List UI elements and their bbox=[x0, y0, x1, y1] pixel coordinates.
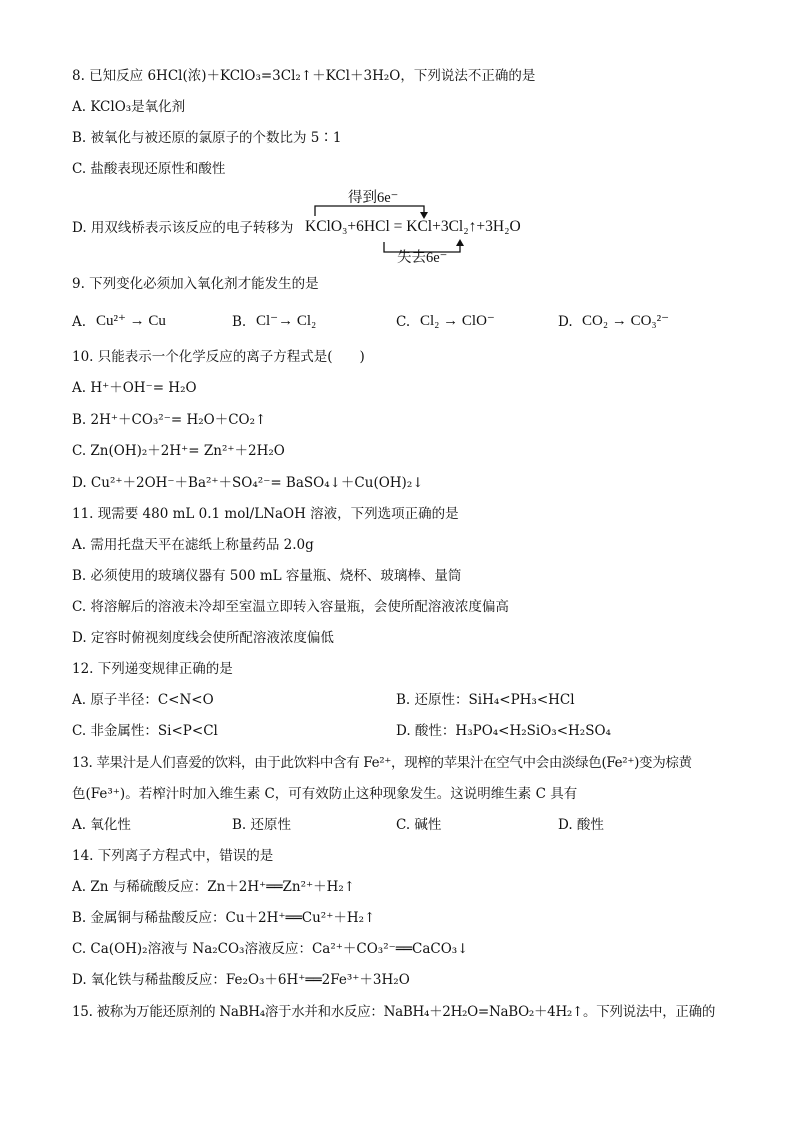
q9-option-d-label: D. bbox=[558, 314, 573, 330]
q11-stem: 11. 现需要 480 mL 0.1 mol/LNaOH 溶液，下列选项正确的是 bbox=[72, 506, 459, 522]
q9-option-a: Cu²⁺ → Cu bbox=[96, 313, 166, 329]
q8-gain-label: 得到6e⁻ bbox=[348, 190, 399, 206]
q14-option-d: D. 氧化铁与稀盐酸反应：Fe₂O₃＋6H⁺══2Fe³⁺＋3H₂O bbox=[72, 972, 410, 988]
q8-option-c: C. 盐酸表现还原性和酸性 bbox=[72, 161, 226, 177]
q13-stem-line-2: 色(Fe³⁺)。若榨汁时加入维生素 C，可有效防止这种现象发生。这说明维生素 C 具有 bbox=[72, 786, 578, 802]
q12-stem: 12. 下列递变规律正确的是 bbox=[72, 661, 233, 677]
q8-electron-transfer-diagram bbox=[72, 186, 732, 266]
q9-option-d: CO₂ → CO₃²⁻ bbox=[582, 313, 670, 329]
q9-stem: 9. 下列变化必须加入氧化剂才能发生的是 bbox=[72, 276, 319, 292]
q8-option-d-text: D. 用双线桥表示该反应的电子转移为 bbox=[72, 220, 294, 236]
q14-option-c: C. Ca(OH)₂溶液与 Na₂CO₃溶液反应：Ca²⁺＋CO₃²⁻══CaCO₃↓ bbox=[72, 941, 469, 957]
q8-option-d-equation: KClO₃+6HCl = KCl+3Cl₂↑+3H₂O bbox=[305, 218, 521, 235]
q14-stem: 14. 下列离子方程式中，错误的是 bbox=[72, 848, 274, 864]
q14-option-b: B. 金属铜与稀盐酸反应：Cu＋2H⁺══Cu²⁺＋H₂↑ bbox=[72, 910, 376, 926]
q10-stem: 10. 只能表示一个化学反应的离子方程式是( ) bbox=[72, 349, 365, 365]
q11-option-a: A. 需用托盘天平在滤纸上称量药品 2.0g bbox=[72, 537, 314, 553]
q8-loss-label: 失去6e⁻ bbox=[397, 250, 448, 266]
q8-option-b: B. 被氧化与被还原的氯原子的个数比为 5∶1 bbox=[72, 130, 342, 146]
q12-option-a: A. 原子半径：C<N<O bbox=[72, 692, 214, 708]
q11-option-c: C. 将溶解后的溶液未冷却至室温立即转入容量瓶，会使所配溶液浓度偏高 bbox=[72, 599, 509, 615]
q13-option-a: A. 氧化性 bbox=[72, 817, 131, 833]
q14-option-a: A. Zn 与稀硫酸反应：Zn＋2H⁺══Zn²⁺＋H₂↑ bbox=[72, 879, 356, 895]
q10-option-c: C. Zn(OH)₂＋2H⁺= Zn²⁺＋2H₂O bbox=[72, 443, 285, 459]
q8-stem: 8. 已知反应 6HCl(浓)＋KClO₃=3Cl₂↑＋KCl＋3H₂O，下列说法不正确的是 bbox=[72, 68, 536, 84]
q9-option-c: Cl₂ → ClO⁻ bbox=[420, 313, 495, 329]
q12-option-b: B. 还原性：SiH₄<PH₃<HCl bbox=[396, 692, 575, 708]
q13-option-c: C. 碱性 bbox=[396, 817, 442, 833]
q13-option-b: B. 还原性 bbox=[232, 817, 292, 833]
q13-stem-line-1: 13. 苹果汁是人们喜爱的饮料，由于此饮料中含有 Fe²⁺，现榨的苹果汁在空气中会由淡绿色(Fe²⁺)变为棕黄 bbox=[72, 755, 692, 771]
q15-stem: 15. 被称为万能还原剂的 NaBH₄溶于水并和水反应：NaBH₄＋2H₂O=NaBO₂＋4H₂↑。下列说法中，正确的 bbox=[72, 1004, 716, 1020]
q12-option-c: C. 非金属性：Si<P<Cl bbox=[72, 723, 218, 739]
q9-option-b: Cl⁻→ Cl₂ bbox=[256, 313, 317, 329]
q11-option-d: D. 定容时俯视刻度线会使所配溶液浓度偏低 bbox=[72, 630, 334, 646]
q10-option-b: B. 2H⁺＋CO₃²⁻= H₂O＋CO₂↑ bbox=[72, 412, 267, 428]
q12-option-d: D. 酸性：H₃PO₄<H₂SiO₃<H₂SO₄ bbox=[396, 723, 611, 739]
q10-option-a: A. H⁺＋OH⁻= H₂O bbox=[72, 380, 197, 396]
q9-option-c-label: C. bbox=[396, 314, 411, 330]
q11-option-b: B. 必须使用的玻璃仪器有 500 mL 容量瓶、烧杯、玻璃棒、量筒 bbox=[72, 568, 462, 584]
q13-option-d: D. 酸性 bbox=[558, 817, 604, 833]
q8-option-a: A. KClO₃是氧化剂 bbox=[72, 99, 186, 115]
q10-option-d: D. Cu²⁺＋2OH⁻＋Ba²⁺＋SO₄²⁻= BaSO₄↓＋Cu(OH)₂↓ bbox=[72, 475, 424, 491]
q9-option-b-label: B. bbox=[232, 314, 247, 330]
q9-option-a-label: A. bbox=[72, 314, 87, 330]
